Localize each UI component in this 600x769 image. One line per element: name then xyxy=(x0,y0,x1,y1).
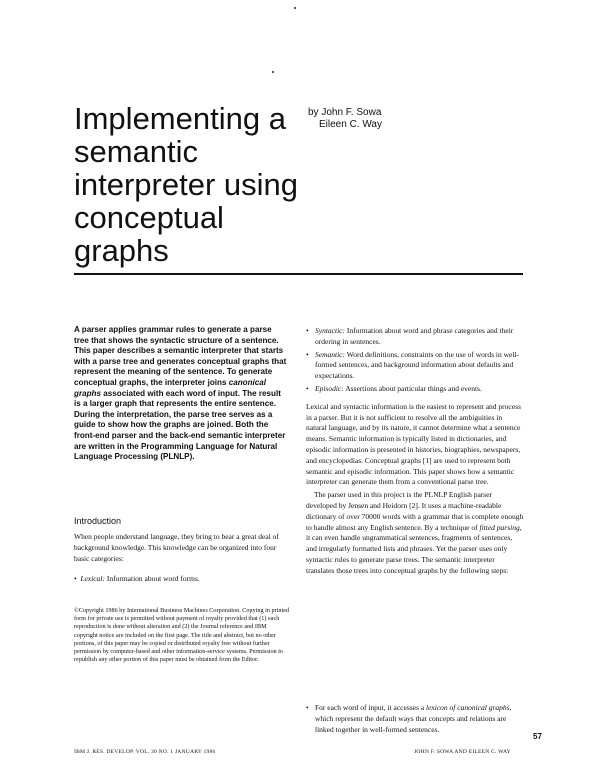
list-item xyxy=(306,384,524,395)
title-rule xyxy=(74,273,523,275)
body-paragraph: Lexical and syntactic information is the easiest to represent and process in a parser. But it is not sufficient to resolve all the ambiguities in natural language, and by its nature, it cannot determine what a sentence means. Semantic information is typically listed in dictionaries, and episodic information is presented in histories, biographies, newspapers, and encyclopedias. Conceptual graphs [1] are used to represent both semantic and episodic information. This paper shows how a semantic interpreter can generate them from a conventional parse tree. xyxy=(306,401,521,487)
paragraph-text: , it can even handle ungrammatical sentences, fragments of sentences, and irregularly formatted lists and phrases. Yet the parser uses only syntactic rules to generate parse trees. The semantic interpreter translates those trees into conceptual graphs by the following steps: xyxy=(306,522,522,575)
page-number: 57 xyxy=(533,732,542,741)
copyright-notice: ©Copyright 1986 by International Business Machines Corporation. Copying in printed form for private use is permitted without payment of royalty provided that (1) each reproduction is done without alteration and (2) the Journal reference and IBM copyright notice are included on the first page. The title and abstract, but no other portions, of this paper may be copied or distributed royalty free without further permission by computer-based and other information-service systems. Permission to republish any other portion of this paper must be obtained from the Editor. xyxy=(74,607,290,664)
abstract-text: associated with each word of input. The result is a larger graph that represents the entire sentence. During the interpretation, the parse tree serves as a guide to show how the graphs are joined. Both the front-end parser and the back-end semantic interpreter are written in the Programming Language for Natural Language Processing (PLNLP). xyxy=(74,388,286,462)
abstract xyxy=(74,325,288,463)
section-heading: Introduction xyxy=(74,516,122,526)
journal-footer: IBM J. RES. DEVELOP. VOL. 30 NO. 1 JANUARY 1986 xyxy=(74,749,216,755)
bullet-label: Syntactic: xyxy=(315,326,345,335)
author-footer: JOHN F. SOWA AND EILEEN C. WAY xyxy=(414,749,511,755)
title-line: Implementing a xyxy=(74,101,286,136)
page-mark xyxy=(272,71,274,73)
title-line: interpreter using xyxy=(74,167,299,202)
author-2: Eileen C. Way xyxy=(319,119,382,130)
title-line: graphs xyxy=(74,233,169,268)
list-item xyxy=(306,350,524,382)
bullet-label: Lexical: xyxy=(80,574,105,583)
bullet-text: Word definitions, constraints on the use of words in well-formed sentences, and background information about defaults and expectations. xyxy=(315,349,520,381)
list-item xyxy=(306,326,524,348)
list-item: • Lexical: Information about word forms. xyxy=(74,574,200,583)
bullet-text: Information about word forms. xyxy=(104,574,200,583)
abstract-text: A parser applies grammar rules to generate a parse tree that shows the syntactic structure of a sentence. This paper describes a semantic interpreter that starts with a parse tree and generates conceptual graphs that represent the meaning of the sentence. To generate conceptual graphs, the interpreter joins xyxy=(74,325,287,387)
authors xyxy=(308,107,382,131)
page-mark xyxy=(294,7,296,9)
intro-paragraph: When people understand language, they bring to bear a great deal of background knowledge. This knowledge can be organized into four basic categories: xyxy=(74,532,279,563)
body-paragraph xyxy=(306,490,524,576)
paragraph-text: The parser used in this project is the PLNLP English parser developed by Jensen and Heidorn [2]. It uses a machine-readable dictionary of over 70000 words with a grammar that is complete enough to handle almost any English sentence. By a technique of xyxy=(306,490,524,532)
right-column xyxy=(306,326,524,577)
bullet-text: , which represent the default ways that concepts and relations are linked together in well-formed sentences. xyxy=(315,703,512,734)
paragraph-emphasis: fitted parsing xyxy=(479,522,520,532)
title-line: semantic xyxy=(74,134,199,169)
list-item xyxy=(306,703,524,735)
title-line: conceptual xyxy=(74,200,224,235)
step-list xyxy=(306,703,524,735)
bullet-label: Semantic: xyxy=(315,349,345,359)
category-list xyxy=(306,326,524,395)
bullet-text: For each word of input, it accesses a xyxy=(315,703,427,712)
bullet-label: Episodic: xyxy=(315,383,344,393)
author-1: by John F. Sowa xyxy=(308,107,382,118)
article-title xyxy=(74,102,304,267)
bullet-emphasis: lexicon of canonical graphs xyxy=(426,703,510,712)
bullet-text: Information about word and phrase categories and their ordering in sentences. xyxy=(315,326,514,346)
abstract-emphasis: canonical graphs xyxy=(74,377,267,398)
bullet-text: Assertions about particular things and events. xyxy=(343,383,482,393)
